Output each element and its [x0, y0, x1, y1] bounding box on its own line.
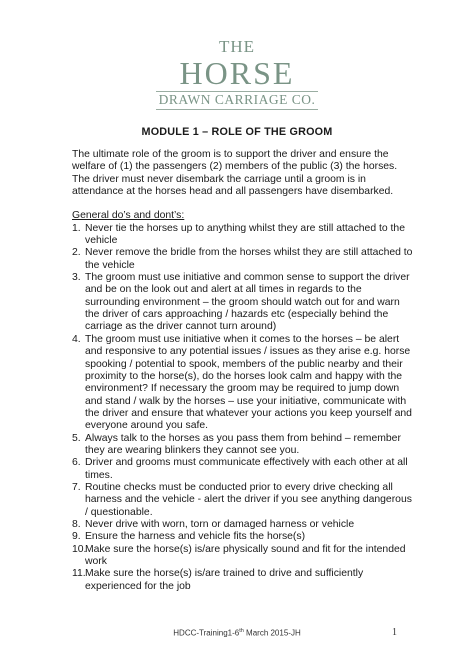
- list-item-number: 2.: [72, 247, 81, 259]
- list-item-number: 3.: [72, 272, 81, 284]
- list-item-text: Never remove the bridle from the horses whilst they are still attached to the vehicle: [85, 247, 413, 271]
- list-item: [72, 482, 414, 519]
- list-item: [72, 334, 414, 433]
- list-item-text: Make sure the horse(s) is/are physically sound and fit for the intended work: [85, 543, 406, 567]
- list-item: [72, 531, 414, 543]
- footer-prefix: HDCC-Training1-6: [173, 628, 240, 638]
- list-item-text: The groom must use initiative and common sense to support the driver and be on the look out and alert at all times in regards to the surrounding environment – the groom should watch out for and warn the driver of cars approaching / hazards etc (especially behind the carriage as the driver cannot turn around): [85, 272, 410, 333]
- list-item-number: 7.: [72, 481, 81, 493]
- list-item: [72, 544, 414, 569]
- footer-suffix: March 2015-JH: [243, 628, 301, 638]
- list-item: [72, 568, 414, 593]
- list-item-number: 1.: [72, 222, 81, 234]
- page-number: 1: [392, 627, 397, 638]
- list-item-text: Routine checks must be conducted prior to every drive checking all harness and the vehicle - alert the driver if you see anything dangerous / questionable.: [85, 481, 412, 518]
- list-item: [72, 247, 414, 272]
- rules-list: [72, 223, 414, 593]
- list-item-text: The groom must use initiative when it comes to the horses – be alert and responsive to any potential issues / issues as they arise e.g. horse spooking / potential to spook, members of the public nearby and their proximity to the horse(s), do the horses look calm and happy with the environment? If necessary the groom may be required to jump down and stand / walk by the horses – use your initiative, communicate with the driver and ensure that whatever your actions you keep yourself and everyone around you safe.: [85, 333, 412, 432]
- list-item-text: Never tie the horses up to anything whilst they are still attached to the vehicle: [85, 222, 405, 247]
- page-footer: [0, 628, 474, 638]
- company-logo: [0, 38, 474, 110]
- dos-donts-subheading: General do’s and dont’s:: [72, 210, 185, 222]
- list-item-text: Always talk to the horses as you pass them from behind – remember they are wearing blinkers they cannot see you.: [85, 432, 401, 456]
- list-item-number: 10.: [72, 543, 87, 555]
- list-item: [72, 272, 414, 334]
- list-item-number: 9.: [72, 531, 81, 543]
- list-item-text: Make sure the horse(s) is/are trained to drive and sufficiently experienced for the job: [85, 568, 364, 592]
- list-item: [72, 433, 414, 458]
- list-item-text: Never drive with worn, torn or damaged harness or vehicle: [85, 518, 355, 530]
- list-item-number: 5.: [72, 432, 81, 444]
- logo-horse-text: HORSE: [179, 55, 295, 91]
- list-item: [72, 457, 414, 482]
- list-item-number: 6.: [72, 457, 81, 469]
- footer-sup: th: [239, 628, 244, 634]
- intro-paragraph: The ultimate role of the groom is to support the driver and ensure the welfare of (1) the passengers (2) members of the public (3) the horses. The driver must never disembark the carriage until a groom is in attendance at the horses head and all passengers have disembarked.: [72, 149, 398, 198]
- logo-the-text: THE: [218, 37, 256, 56]
- list-item: [72, 223, 414, 248]
- logo-subtitle: DRAWN CARRIAGE CO.: [156, 91, 319, 110]
- list-item-number: 4.: [72, 333, 81, 345]
- list-item-number: 8.: [72, 518, 81, 530]
- list-item-text: Ensure the harness and vehicle fits the horse(s): [85, 531, 306, 543]
- list-item-number: 11.: [72, 568, 86, 580]
- list-item: [72, 519, 414, 531]
- list-item-text: Driver and grooms must communicate effectively with each other at all times.: [85, 457, 408, 481]
- document-body: [72, 149, 414, 593]
- module-heading: MODULE 1 – ROLE OF THE GROOM: [141, 126, 333, 138]
